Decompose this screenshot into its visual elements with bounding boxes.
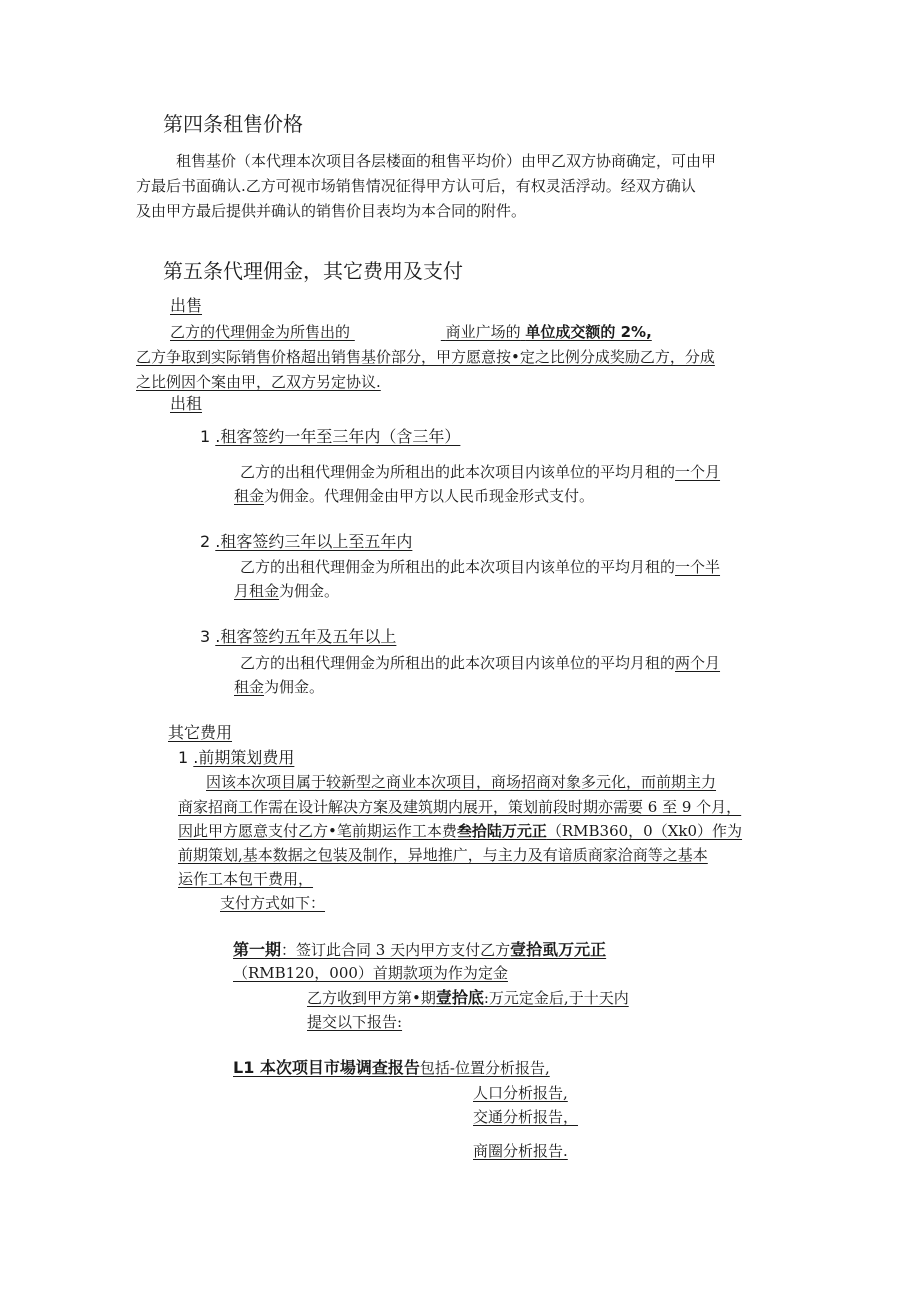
sale-rate: 单位成交额的 2%, bbox=[525, 323, 652, 341]
population-report: 人口分析报告, bbox=[473, 1084, 568, 1102]
planning-fee-line-2: 商家招商工作需在设计解决方案及建筑期内展开，策划前段时期亦需要 6 至 9 个月， bbox=[178, 798, 742, 816]
lease-item-3-period: 两个月 bbox=[675, 654, 721, 672]
article4-heading: 第四条租售价格 bbox=[163, 112, 303, 136]
lease-item-2-line-2 bbox=[234, 584, 339, 599]
business-circle-report: 商圈分析报告. bbox=[473, 1142, 568, 1160]
lease-item-3-line-2 bbox=[234, 680, 324, 695]
lease-item-3-text: 乙方的出租代理佣金为所租出的此本次项目内该单位的平均月租的 bbox=[240, 654, 676, 672]
sale-line-3: 之比例因个案由甲，乙双方另定协议. bbox=[136, 373, 381, 391]
article5-heading: 第五条代理佣金，其它费用及支付 bbox=[163, 259, 463, 283]
other-item-1-heading: .前期策划费用 bbox=[193, 748, 295, 767]
planning-fee-text: 因此甲方愿意支付乙方•笔前期运作工本费 bbox=[178, 822, 457, 840]
phase1-line-1 bbox=[233, 942, 606, 958]
lease-item-1-text: 乙方的出租代理佣金为所租出的此本次项目内该单位的平均月租的 bbox=[240, 463, 676, 481]
article4-line-2: 方最后书面确认.乙方可视市场销售情况征得甲方认可后，有权灵活浮动。经双方确认 bbox=[136, 177, 696, 195]
other-fees-title: 其它费用 bbox=[168, 723, 233, 742]
report-line-1 bbox=[233, 1060, 550, 1076]
planning-fee-amount: 叁拾陆万元正 bbox=[456, 822, 547, 840]
article4-line-1: 租售基价（本代理本次项目各层楼面的租售平均价）由甲乙双方协商确定，可由甲 bbox=[176, 152, 717, 170]
phase1-line-2: （RMB120，000）首期款项为作为定金 bbox=[233, 964, 508, 982]
planning-fee-line-1: 因该本次项目属于较新型之商业本次项目，商场招商对象多元化，而前期主力 bbox=[206, 773, 717, 791]
market-survey-report: L1 本次项目市場调查报告 bbox=[233, 1058, 420, 1077]
phase1-deposit: 壹拾底 bbox=[435, 988, 484, 1007]
planning-fee-line-5: 运作工本包干费用， bbox=[178, 870, 314, 888]
lease-item-1-line-2 bbox=[234, 489, 594, 504]
sale-line-1 bbox=[170, 325, 685, 340]
lease-item-2-period-cont: 月租金 bbox=[234, 582, 280, 600]
other-item-1-title bbox=[178, 750, 294, 766]
sale-line-1-a: 乙方的代理佣金为所售出的 bbox=[170, 323, 351, 341]
lease-item-3-period-cont: 租金 bbox=[234, 678, 265, 696]
lease-title: 出租 bbox=[170, 394, 203, 413]
payment-method-label: 支付方式如下： bbox=[220, 894, 326, 912]
lease-item-2-text-2: 为佣金。 bbox=[279, 582, 340, 600]
other-item-1-num: 1 bbox=[178, 748, 189, 767]
phase1-line-3-c: :万元定金后,于十天内 bbox=[483, 989, 629, 1007]
location-report: 包括-位置分析报告, bbox=[419, 1059, 550, 1077]
lease-item-2-heading: .租客签约三年以上至五年内 bbox=[215, 532, 413, 551]
lease-item-2-title bbox=[200, 534, 412, 550]
lease-item-1-period: 一个月 bbox=[675, 463, 721, 481]
phase1-text: ：签订此合同 3 天内甲方支付乙方 bbox=[281, 941, 511, 959]
phase1-line-4: 提交以下报告: bbox=[307, 1013, 403, 1031]
sale-line-2: 乙方争取到实际销售价格超出销售基价部分，甲方愿意按•定之比例分成奖励乙方，分成 bbox=[136, 348, 715, 366]
lease-item-1-heading: .租客签约一年至三年内（含三年） bbox=[215, 427, 461, 446]
lease-item-2-period: 一个半 bbox=[675, 558, 721, 576]
lease-item-1-num: 1 bbox=[200, 427, 211, 446]
lease-item-2-text: 乙方的出租代理佣金为所租出的此本次项目内该单位的平均月租的 bbox=[240, 558, 676, 576]
lease-item-1-title bbox=[200, 429, 460, 445]
article4-line-3: 及由甲方最后提供并确认的销售价目表均为本合同的附件。 bbox=[136, 202, 527, 220]
phase1-label: 第一期 bbox=[233, 940, 282, 959]
phase1-line-3-a: 乙方收到甲方第•期 bbox=[307, 989, 436, 1007]
phase1-line-3 bbox=[307, 990, 629, 1006]
lease-item-2-num: 2 bbox=[200, 532, 211, 551]
lease-item-2-line-1 bbox=[240, 560, 720, 575]
lease-item-3-heading: .租客签约五年及五年以上 bbox=[215, 627, 397, 646]
lease-item-3-text-2: 为佣金。 bbox=[264, 678, 325, 696]
lease-item-3-line-1 bbox=[240, 656, 720, 671]
phase1-amount: 壹拾虱万元正 bbox=[510, 940, 607, 959]
planning-fee-rmb: （RMB360，0（Xk0）作为 bbox=[546, 822, 743, 840]
lease-item-3-num: 3 bbox=[200, 627, 211, 646]
planning-fee-line-3 bbox=[178, 824, 742, 839]
traffic-report: 交通分析报告， bbox=[473, 1108, 579, 1126]
lease-item-1-text-2: 为佣金。代理佣金由甲方以人民币现金形式支付。 bbox=[264, 487, 595, 505]
lease-item-3-title bbox=[200, 629, 396, 645]
sale-line-1-b: 商业广场的 bbox=[445, 323, 521, 341]
sale-title: 出售 bbox=[170, 296, 203, 315]
planning-fee-line-4: 前期策划,基本数据之包装及制作，异地推广，与主力及有谙质商家洽商等之基本 bbox=[178, 846, 708, 864]
lease-item-1-line-1 bbox=[240, 465, 720, 480]
lease-item-1-period-cont: 租金 bbox=[234, 487, 265, 505]
